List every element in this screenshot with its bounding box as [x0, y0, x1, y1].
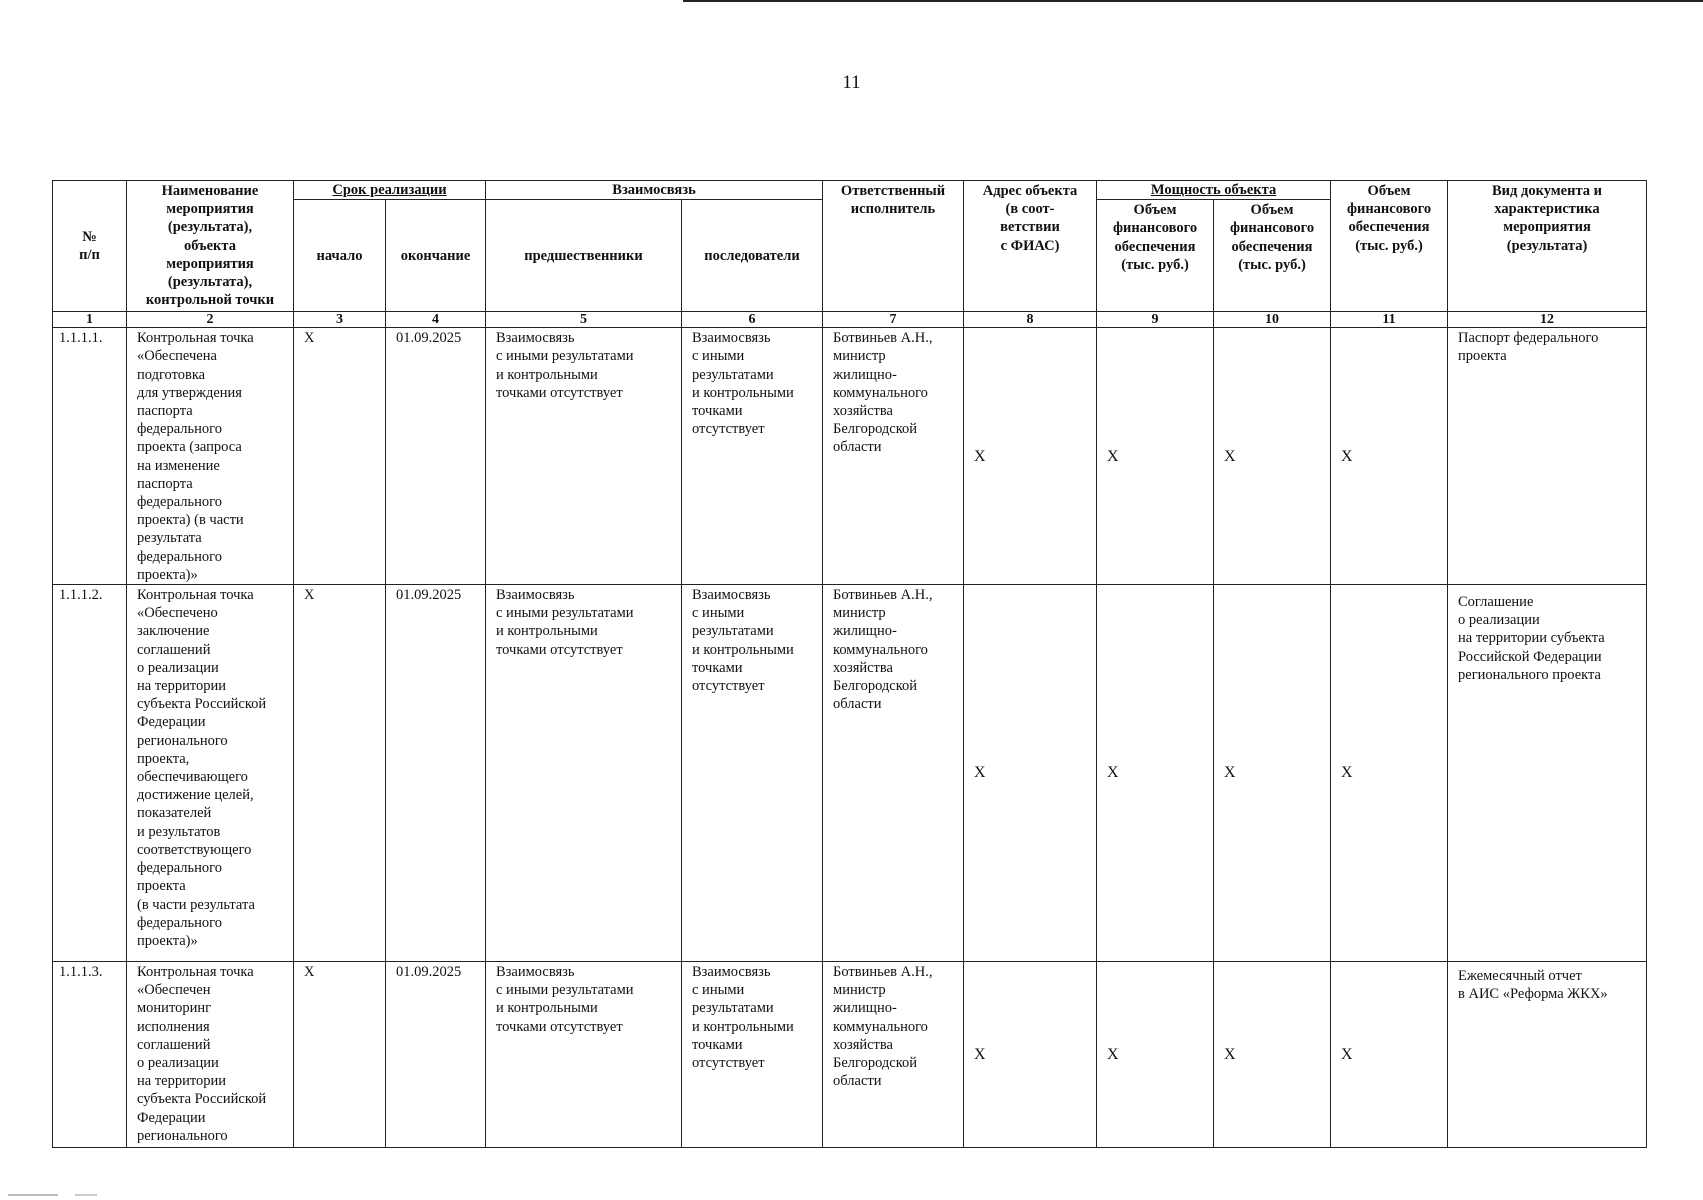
table-row [53, 328, 1647, 585]
row-number: 1.1.1.1. [53, 328, 127, 585]
row-name: Контрольная точка «Обеспечен мониторинг исполнения соглашений о реализации на территории субъекта Российской Федерации регионального [127, 962, 294, 1148]
plan-table [52, 180, 1647, 1148]
header-term-end: окончание [386, 200, 486, 312]
row-executor: Ботвиньев А.Н., министр жилищно- коммунального хозяйства Белгородской области [823, 962, 964, 1148]
row-capacity-b: X [1214, 328, 1331, 585]
header-num: № п/п [53, 181, 127, 312]
col-number: 8 [964, 312, 1097, 328]
row-capacity-b: X [1214, 962, 1331, 1148]
header-link-succ: последователи [682, 200, 823, 312]
row-volume: X [1331, 328, 1448, 585]
row-address: X [964, 328, 1097, 585]
row-predecessors: Взаимосвязь с иными результатами и контрольными точками отсутствует [486, 962, 682, 1148]
scan-artifact [75, 1194, 97, 1196]
row-doc-type: Ежемесячный отчет в АИС «Реформа ЖКХ» [1448, 962, 1647, 1148]
row-capacity-b: X [1214, 585, 1331, 962]
table-row [53, 962, 1647, 1148]
header-term-start: начало [294, 200, 386, 312]
header-address: Адрес объекта (в соот- ветствии с ФИАС) [964, 181, 1097, 312]
header-link-pred: предшественники [486, 200, 682, 312]
col-number: 11 [1331, 312, 1448, 328]
col-number: 5 [486, 312, 682, 328]
header-link: Взаимосвязь [486, 181, 823, 200]
row-start: X [294, 962, 386, 1148]
row-successors: Взаимосвязь с иными результатами и контрольными точками отсутствует [682, 585, 823, 962]
table-row [53, 585, 1647, 962]
top-border-line [683, 0, 1703, 2]
header-capacity: Мощность объекта [1097, 181, 1331, 200]
header-cap-b: Объем финансового обеспечения (тыс. руб.) [1214, 200, 1331, 312]
row-number: 1.1.1.2. [53, 585, 127, 962]
row-executor: Ботвиньев А.Н., министр жилищно- коммунального хозяйства Белгородской области [823, 328, 964, 585]
row-end: 01.09.2025 [386, 328, 486, 585]
header-volume: Объем финансового обеспечения (тыс. руб.) [1331, 181, 1448, 312]
row-predecessors: Взаимосвязь с иными результатами и контрольными точками отсутствует [486, 585, 682, 962]
row-doc-type: Соглашение о реализации на территории субъекта Российской Федерации регионального проекта [1448, 585, 1647, 962]
row-successors: Взаимосвязь с иными результатами и контрольными точками отсутствует [682, 328, 823, 585]
row-executor: Ботвиньев А.Н., министр жилищно- коммунального хозяйства Белгородской области [823, 585, 964, 962]
row-number: 1.1.1.3. [53, 962, 127, 1148]
row-address: X [964, 585, 1097, 962]
scan-artifact [8, 1194, 58, 1196]
row-end: 01.09.2025 [386, 585, 486, 962]
page-number: 11 [842, 72, 861, 93]
header-cap-a: Объем финансового обеспечения (тыс. руб.) [1097, 200, 1214, 312]
col-number: 4 [386, 312, 486, 328]
row-address: X [964, 962, 1097, 1148]
row-volume: X [1331, 962, 1448, 1148]
col-number: 1 [53, 312, 127, 328]
row-start: X [294, 328, 386, 585]
header-term: Срок реализации [294, 181, 486, 200]
header-executor: Ответственный исполнитель [823, 181, 964, 312]
row-doc-type: Паспорт федерального проекта [1448, 328, 1647, 585]
col-number: 12 [1448, 312, 1647, 328]
row-successors: Взаимосвязь с иными результатами и контрольными точками отсутствует [682, 962, 823, 1148]
row-end: 01.09.2025 [386, 962, 486, 1148]
row-capacity-a: X [1097, 328, 1214, 585]
col-number: 7 [823, 312, 964, 328]
row-start: X [294, 585, 386, 962]
col-number: 3 [294, 312, 386, 328]
row-volume: X [1331, 585, 1448, 962]
header-name: Наименование мероприятия (результата), объекта мероприятия (результата), контрольной точки [127, 181, 294, 312]
row-predecessors: Взаимосвязь с иными результатами и контрольными точками отсутствует [486, 328, 682, 585]
row-capacity-a: X [1097, 585, 1214, 962]
row-name: Контрольная точка «Обеспечено заключение соглашений о реализации на территории субъекта Российской Федерации регионального проекта, обеспечивающего достижение целей, показателей и результатов соответствующего федерального проекта (в части результата федерального проекта)» [127, 585, 294, 962]
col-number: 10 [1214, 312, 1331, 328]
row-name: Контрольная точка «Обеспечена подготовка для утверждения паспорта федерального проекта (запроса на изменение паспорта федерального проекта) (в части результата федерального проекта)» [127, 328, 294, 585]
row-capacity-a: X [1097, 962, 1214, 1148]
col-number: 6 [682, 312, 823, 328]
col-number: 2 [127, 312, 294, 328]
col-number: 9 [1097, 312, 1214, 328]
header-doc-type: Вид документа и характеристика мероприятия (результата) [1448, 181, 1647, 312]
